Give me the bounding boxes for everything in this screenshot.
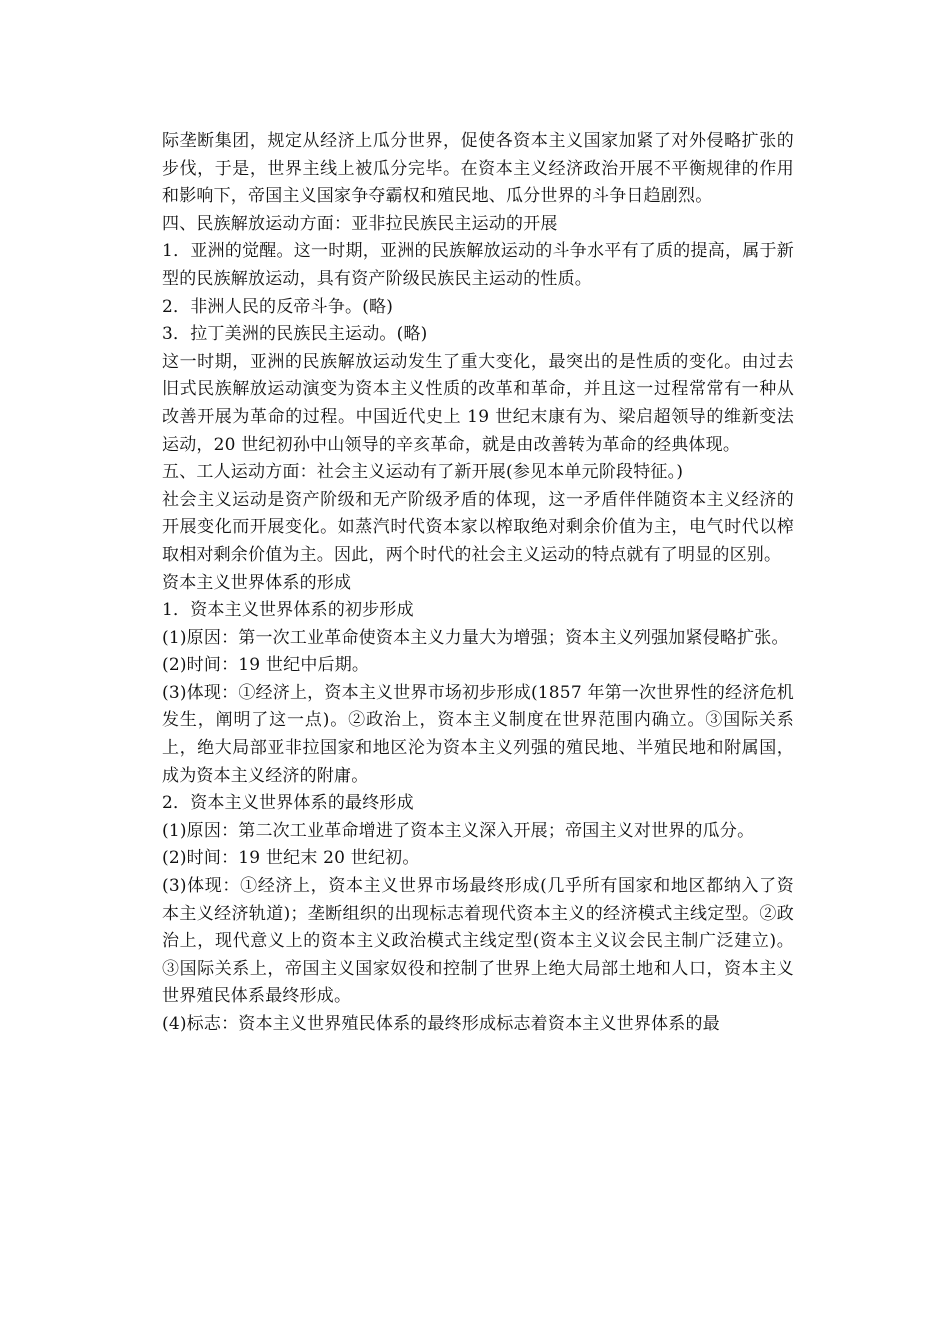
list-item-africa: 2．非洲人民的反帝斗争。(略): [162, 296, 394, 317]
subheading-initial-formation: 1．资本主义世界体系的初步形成: [162, 600, 414, 621]
item-final-manifestation: (3)体现：①经济上，资本主义世界市场最终形成(几乎所有国家和地区都纳入了资本主义经济轨道)；垄断组织的出现标志着现代资本主义的经济模式主线定型。②政治上，现代意义上的资本主义政治模式主线定型(资本主义议会民主制广泛建立)。③国际关系上，帝国主义国家奴役和控制了世界上绝大局部土地和人口，资本主义世界殖民体系最终形成。: [162, 876, 794, 1007]
paragraph-1: 际垄断集团，规定从经济上瓜分世界，促使各资本主义国家加紧了对外侵略扩张的步伐，于是，世界主线上被瓜分完毕。在资本主义经济政治开展不平衡规律的作用和影响下，帝国主义国家争夺霸权和殖民地、瓜分世界的斗争日趋剧烈。: [162, 131, 794, 207]
list-item-asia: 1．亚洲的觉醒。这一时期，亚洲的民族解放运动的斗争水平有了质的提高，属于新型的民族解放运动，具有资产阶级民族民主运动的性质。: [162, 241, 794, 289]
item-final-sign: (4)标志：资本主义世界殖民体系的最终形成标志着资本主义世界体系的最: [162, 1014, 720, 1034]
subheading-final-formation: 2．资本主义世界体系的最终形成: [162, 793, 414, 814]
section-heading-4: 四、民族解放运动方面：亚非拉民族民主运动的开展: [162, 213, 558, 234]
item-initial-time: (2)时间：19 世纪中后期。: [162, 655, 370, 676]
list-item-latin-america: 3．拉丁美洲的民族民主运动。(略): [162, 324, 428, 345]
item-final-time: (2)时间：19 世纪末 20 世纪初。: [162, 848, 420, 869]
section-heading-world-system: 资本主义世界体系的形成: [162, 572, 352, 593]
item-initial-manifestation: (3)体现：①经济上，资本主义世界市场初步形成(1857 年第一次世界性的经济危机发生，阐明了这一点)。②政治上，资本主义制度在世界范围内确立。③国际关系上，绝大局部亚非拉国家和地区沦为资本主义列强的殖民地、半殖民地和附属国，成为资本主义经济的附庸。: [162, 682, 794, 786]
item-initial-cause: (1)原因：第一次工业革命使资本主义力量大为增强；资本主义列强加紧侵略扩张。: [162, 627, 789, 648]
paragraph-asia-change: 这一时期，亚洲的民族解放运动发生了重大变化，最突出的是性质的变化。由过去旧式民族解放运动演变为资本主义性质的改革和革命，并且这一过程常常有一种从改善开展为革命的过程。中国近代史上 19 世纪末康有为、梁启超领导的维新变法运动，20 世纪初孙中山领导的辛亥革命，就是由改善转为革命的经典体现。: [162, 351, 794, 455]
paragraph-socialism: 社会主义运动是资产阶级和无产阶级矛盾的体现，这一矛盾伴伴随资本主义经济的开展变化而开展变化。如蒸汽时代资本家以榨取绝对剩余价值为主，电气时代以榨取相对剩余价值为主。因此，两个时代的社会主义运动的特点就有了明显的区别。: [162, 489, 794, 565]
section-heading-5: 五、工人运动方面：社会主义运动有了新开展(参见本单元阶段特征。): [162, 462, 684, 483]
document-page: [162, 128, 794, 1039]
item-final-cause: (1)原因：第二次工业革命增进了资本主义深入开展；帝国主义对世界的瓜分。: [162, 820, 755, 841]
